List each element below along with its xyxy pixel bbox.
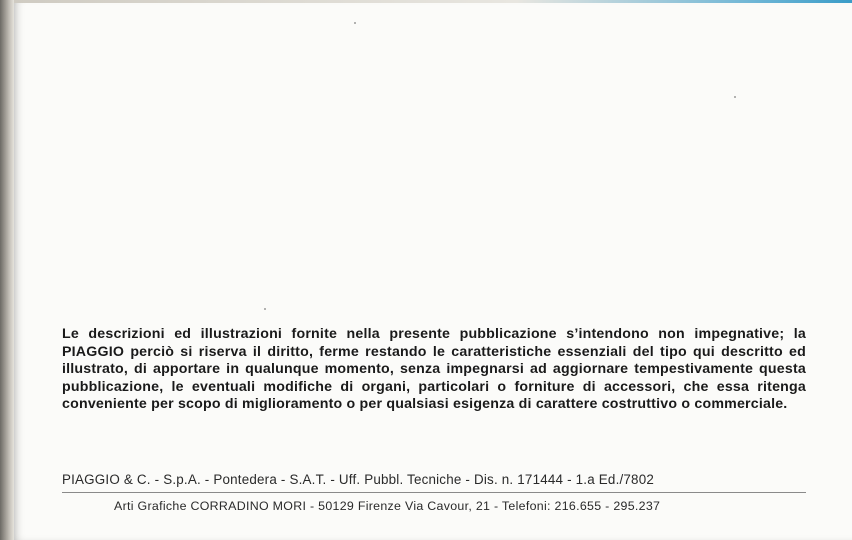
printer-credit: Arti Grafiche CORRADINO MORI - 50129 Firenze Via Cavour, 21 - Telefoni: 216.655 - 295.237	[114, 499, 661, 513]
paper-speck	[264, 308, 266, 310]
page-top-edge	[14, 0, 852, 3]
document-page	[14, 0, 852, 540]
disclaimer-brand-name: PIAGGIO	[62, 343, 125, 360]
disclaimer-rest-text: perciò si riserva il diritto, ferme restando le caratteristiche essenziali del tipo qui descritto ed illustrato, di apportare in qualunque momento, senza impegnarsi ad aggiornare tempestivamente questa pubblicazione, le eventuali modifiche di organi, particolari o forniture di accessori, che essa ritenga conveniente per scopo di miglioramento o per qualsiasi esigenza di carattere costruttivo o commerciale.	[62, 343, 806, 413]
paper-speck	[734, 96, 736, 98]
book-spine	[0, 0, 14, 540]
disclaimer-lead-text: Le descrizioni ed illustrazioni fornite nella presente pubblicazione s’intendono non impegnative; la	[62, 326, 806, 342]
imprint-divider	[62, 492, 806, 493]
publisher-imprint: PIAGGIO & C. - S.p.A. - Pontedera - S.A.T. - Uff. Pubbl. Tecniche - Dis. n. 171444 - 1.a Ed./7802	[62, 472, 654, 487]
disclaimer-paragraph	[62, 326, 806, 414]
paper-speck	[354, 22, 356, 24]
